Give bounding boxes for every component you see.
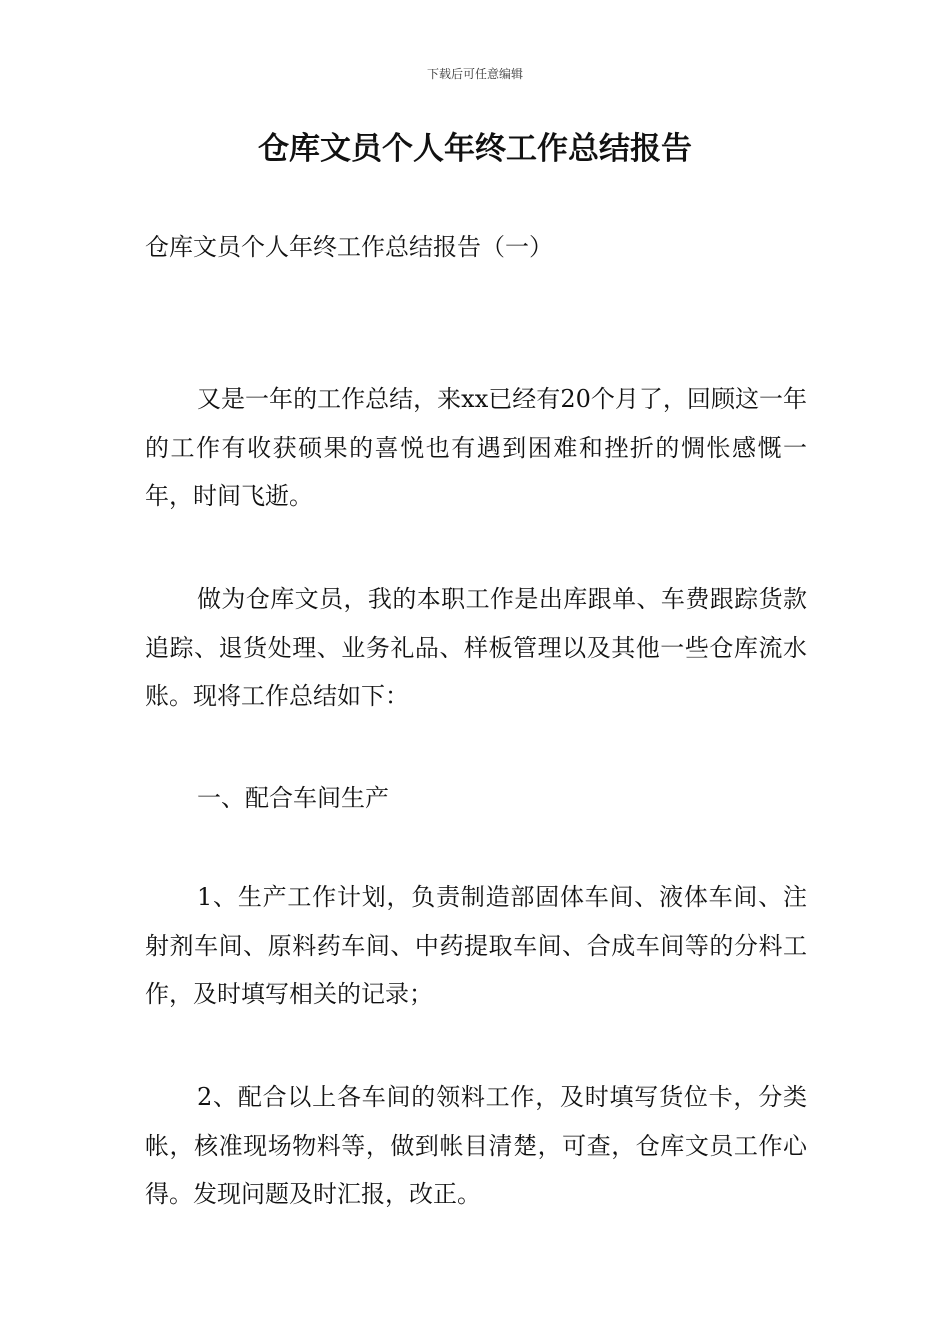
document-title: 仓库文员个人年终工作总结报告 bbox=[258, 131, 692, 167]
paragraph-duties: 做为仓库文员，我的本职工作是出库跟单、车费跟踪货款追踪、退货处理、业务礼品、样板管理以及其他一些仓库流水账。现将工作总结如下： bbox=[145, 585, 807, 710]
paragraph-item-1: 1、生产工作计划，负责制造部固体车间、液体车间、注射剂车间、原料药车间、中药提取车间、合成车间等的分料工作，及时填写相关的记录； bbox=[145, 883, 807, 1008]
paragraph-intro: 又是一年的工作总结，来xx已经有20个月了，回顾这一年的工作有收获硕果的喜悦也有遇到困难和挫折的惆怅感慨一年，时间飞逝。 bbox=[145, 385, 807, 510]
header-note: 下载后可任意编辑 bbox=[426, 67, 523, 81]
section-subtitle: 仓库文员个人年终工作总结报告（一） bbox=[145, 233, 553, 261]
section-heading-production: 一、配合车间生产 bbox=[197, 784, 389, 812]
paragraph-item-2: 2、配合以上各车间的领料工作，及时填写货位卡，分类帐，核准现场物料等，做到帐目清楚，可查，仓库文员工作心得。发现问题及时汇报，改正。 bbox=[145, 1083, 807, 1208]
